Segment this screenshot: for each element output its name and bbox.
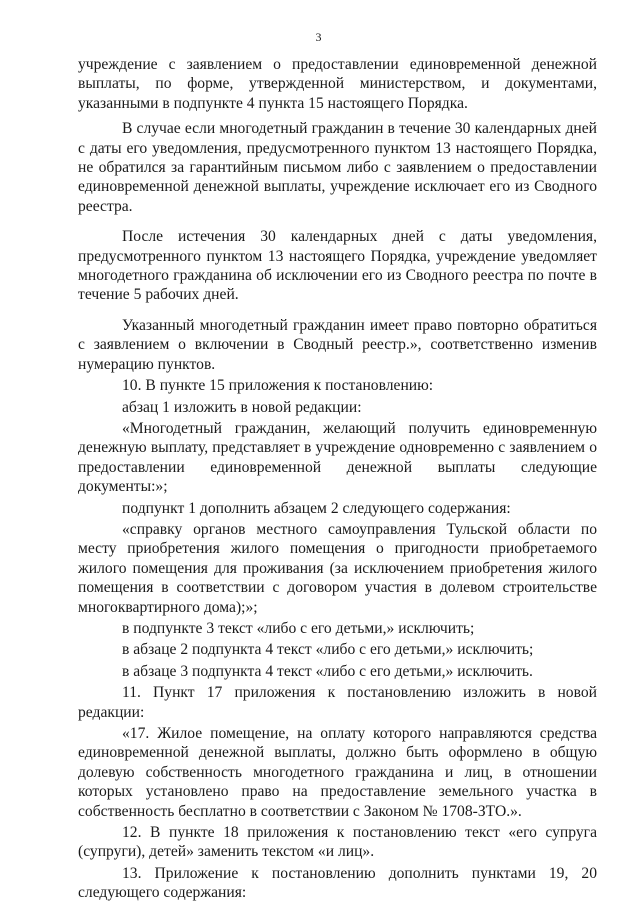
document-body <box>78 55 597 903</box>
paragraph: «17. Жилое помещение, на оплату которого направляются средства единовременной денежной выплаты, должно быть оформлено в общую долевую собственность многодетного гражданина и лиц, в отношении которых установлено право на предоставление земельного участка в собственность бесплатно в соответствии с Законом № 1708-ЗТО.». <box>78 725 597 820</box>
paragraph: учреждение с заявлением о предоставлении единовременной денежной выплаты, по форме, утвержденной министерством, и документами, указанными в подпункте 4 пункта 15 настоящего Порядка. <box>78 56 597 112</box>
paragraph: в абзаце 2 подпункта 4 текст «либо с его детьми,» исключить; <box>122 641 534 659</box>
paragraph: подпункт 1 дополнить абзацем 2 следующего содержания: <box>122 499 511 517</box>
paragraph: В случае если многодетный гражданин в течение 30 календарных дней с даты его уведомления, предусмотренного пунктом 13 настоящего Порядка, не обратился за гарантийным письмом либо с заявлением о предоставлении единовременной денежной выплаты, учреждение исключает его из Сводного реестра. <box>78 120 597 215</box>
paragraph: абзац 1 изложить в новой редакции: <box>122 398 362 416</box>
page-number: 3 <box>315 30 322 44</box>
paragraph: «Многодетный гражданин, желающий получить единовременную денежную выплату, представляет в учреждение одновременно с заявлением о предоставлении единовременной денежной выплаты следующие документы:»; <box>78 419 597 496</box>
paragraph: Указанный многодетный гражданин имеет право повторно обратиться с заявлением о включении в Сводный реестр.», соответственно изменив нумерацию пунктов. <box>78 316 597 373</box>
paragraph: 10. В пункте 15 приложения к постановлению: <box>122 377 434 395</box>
paragraph: в подпункте 3 текст «либо с его детьми,» исключить; <box>122 619 475 637</box>
paragraph: После истечения 30 календарных дней с даты уведомления, предусмотренного пунктом 13 настоящего Порядка, учреждение уведомляет многодетного гражданина об исключении его из Сводного реестра по почте в течение 5 рабочих дней. <box>78 228 597 304</box>
paragraph: «справку органов местного самоуправления Тульской области по месту приобретения жилого помещения о пригодности приобретаемого жилого помещения для проживания (за исключением приобретения жилого помещения в соответствии с договором участия в долевом строительстве многоквартирного дома);»; <box>78 520 597 616</box>
paragraph: 11. Пункт 17 приложения к постановлению изложить в новой редакции: <box>78 684 597 721</box>
paragraph: в абзаце 3 подпункта 4 текст «либо с его детьми,» исключить. <box>122 662 533 680</box>
paragraph: 12. В пункте 18 приложения к постановлению текст «его супруга (супруги), детей» заменить текстом «и лиц». <box>78 824 597 861</box>
paragraph: 13. Приложение к постановлению дополнить пунктами 19, 20 следующего содержания: <box>78 864 597 902</box>
